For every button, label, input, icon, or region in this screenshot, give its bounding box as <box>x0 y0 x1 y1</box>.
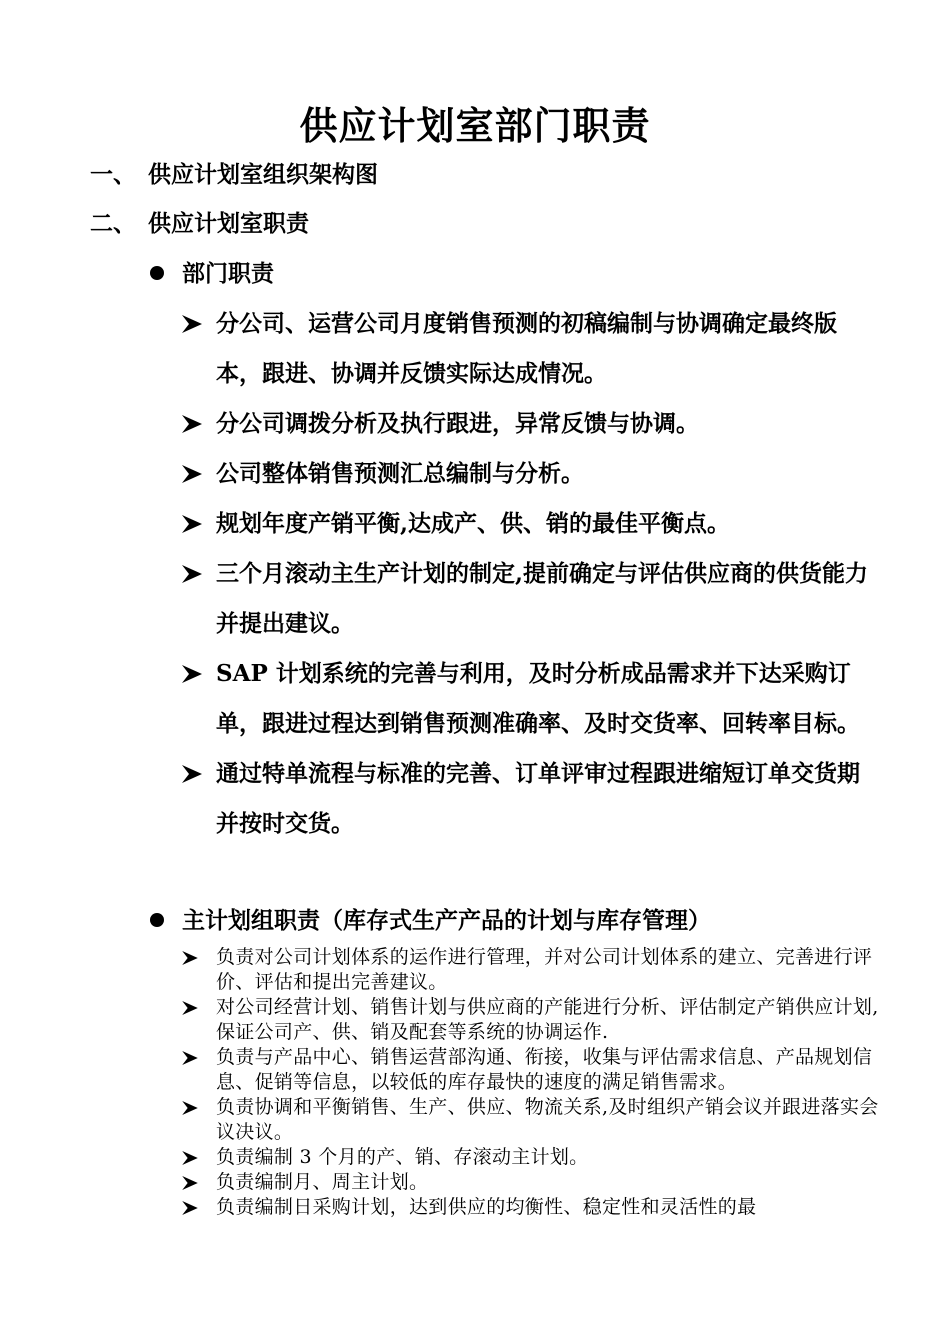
list-item-text: 负责协调和平衡销售、生产、供应、物流关系,及时组织产销会议并跟进落实会议决议。 <box>216 1096 879 1143</box>
section-number: 一、 <box>90 161 136 188</box>
list-item <box>182 749 882 849</box>
list-item <box>182 945 882 995</box>
master-plan-heading-text: 主计划组职责（库存式生产产品的计划与库存管理） <box>182 907 711 934</box>
list-item-text: 分公司、运营公司月度销售预测的初稿编制与协调确定最终版本，跟进、协调并反馈实际达成情况。 <box>216 310 837 387</box>
list-item <box>182 1170 882 1195</box>
arrow-bullet-icon <box>182 649 206 699</box>
list-item <box>182 1095 882 1145</box>
section-heading-1 <box>90 158 378 192</box>
master-plan-list <box>182 945 882 1220</box>
arrow-bullet-icon <box>182 1195 206 1220</box>
master-plan-heading <box>150 904 711 938</box>
list-item <box>182 499 882 549</box>
list-item <box>182 1195 882 1220</box>
list-item-text: 三个月滚动主生产计划的制定,提前确定与评估供应商的供货能力并提出建议。 <box>216 560 869 637</box>
bullet-dot-icon <box>150 266 164 280</box>
bullet-dot-icon <box>150 913 164 927</box>
arrow-bullet-icon <box>182 995 206 1020</box>
list-item-text: 通过特单流程与标准的完善、订单评审过程跟进缩短订单交货期并按时交货。 <box>216 760 860 837</box>
arrow-bullet-icon <box>182 1045 206 1070</box>
section-text: 供应计划室组织架构图 <box>148 161 378 188</box>
list-item-text: 负责编制日采购计划，达到供应的均衡性、稳定性和灵活性的最 <box>216 1196 757 1218</box>
list-item-text: 负责编制月、周主计划。 <box>216 1171 429 1193</box>
list-item-text: 公司整体销售预测汇总编制与分析。 <box>216 460 584 487</box>
list-item <box>182 995 882 1045</box>
page-title: 供应计划室部门职责 <box>299 103 651 148</box>
list-item-text: 规划年度产销平衡,达成产、供、销的最佳平衡点。 <box>216 510 731 537</box>
list-item <box>182 649 882 749</box>
arrow-bullet-icon <box>182 549 206 599</box>
dept-duties-list <box>182 299 882 849</box>
arrow-bullet-icon <box>182 1095 206 1120</box>
list-item-text: 负责与产品中心、销售运营部沟通、衔接，收集与评估需求信息、产品规划信息、促销等信息，以较低的库存最快的速度的满足销售需求。 <box>216 1046 873 1093</box>
arrow-bullet-icon <box>182 399 206 449</box>
list-item <box>182 449 882 499</box>
section-text: 供应计划室职责 <box>148 210 309 237</box>
list-item-text: 负责对公司计划体系的运作进行管理，并对公司计划体系的建立、完善进行评价、评估和提出完善建议。 <box>216 946 873 993</box>
arrow-bullet-icon <box>182 1170 206 1195</box>
arrow-bullet-icon <box>182 945 206 970</box>
list-item <box>182 549 882 649</box>
arrow-bullet-icon <box>182 449 206 499</box>
section-number: 二、 <box>90 210 136 237</box>
arrow-bullet-icon <box>182 1145 206 1170</box>
arrow-bullet-icon <box>182 299 206 349</box>
dept-duties-heading <box>150 257 274 291</box>
list-item <box>182 399 882 449</box>
list-item <box>182 1045 882 1095</box>
dept-duties-heading-text: 部门职责 <box>182 260 274 287</box>
list-item-text: SAP 计划系统的完善与利用，及时分析成品需求并下达采购订单，跟进过程达到销售预测准确率、及时交货率、回转率目标。 <box>216 660 860 737</box>
list-item <box>182 299 882 399</box>
section-heading-2 <box>90 207 309 241</box>
arrow-bullet-icon <box>182 749 206 799</box>
arrow-bullet-icon <box>182 499 206 549</box>
list-item-text: 分公司调拨分析及执行跟进，异常反馈与协调。 <box>216 410 699 437</box>
list-item-text: 对公司经营计划、销售计划与供应商的产能进行分析、评估制定产销供应计划,保证公司产、供、销及配套等系统的协调运作. <box>216 996 879 1043</box>
list-item <box>182 1145 882 1170</box>
list-item-text: 负责编制 3 个月的产、销、存滚动主计划。 <box>216 1146 589 1168</box>
